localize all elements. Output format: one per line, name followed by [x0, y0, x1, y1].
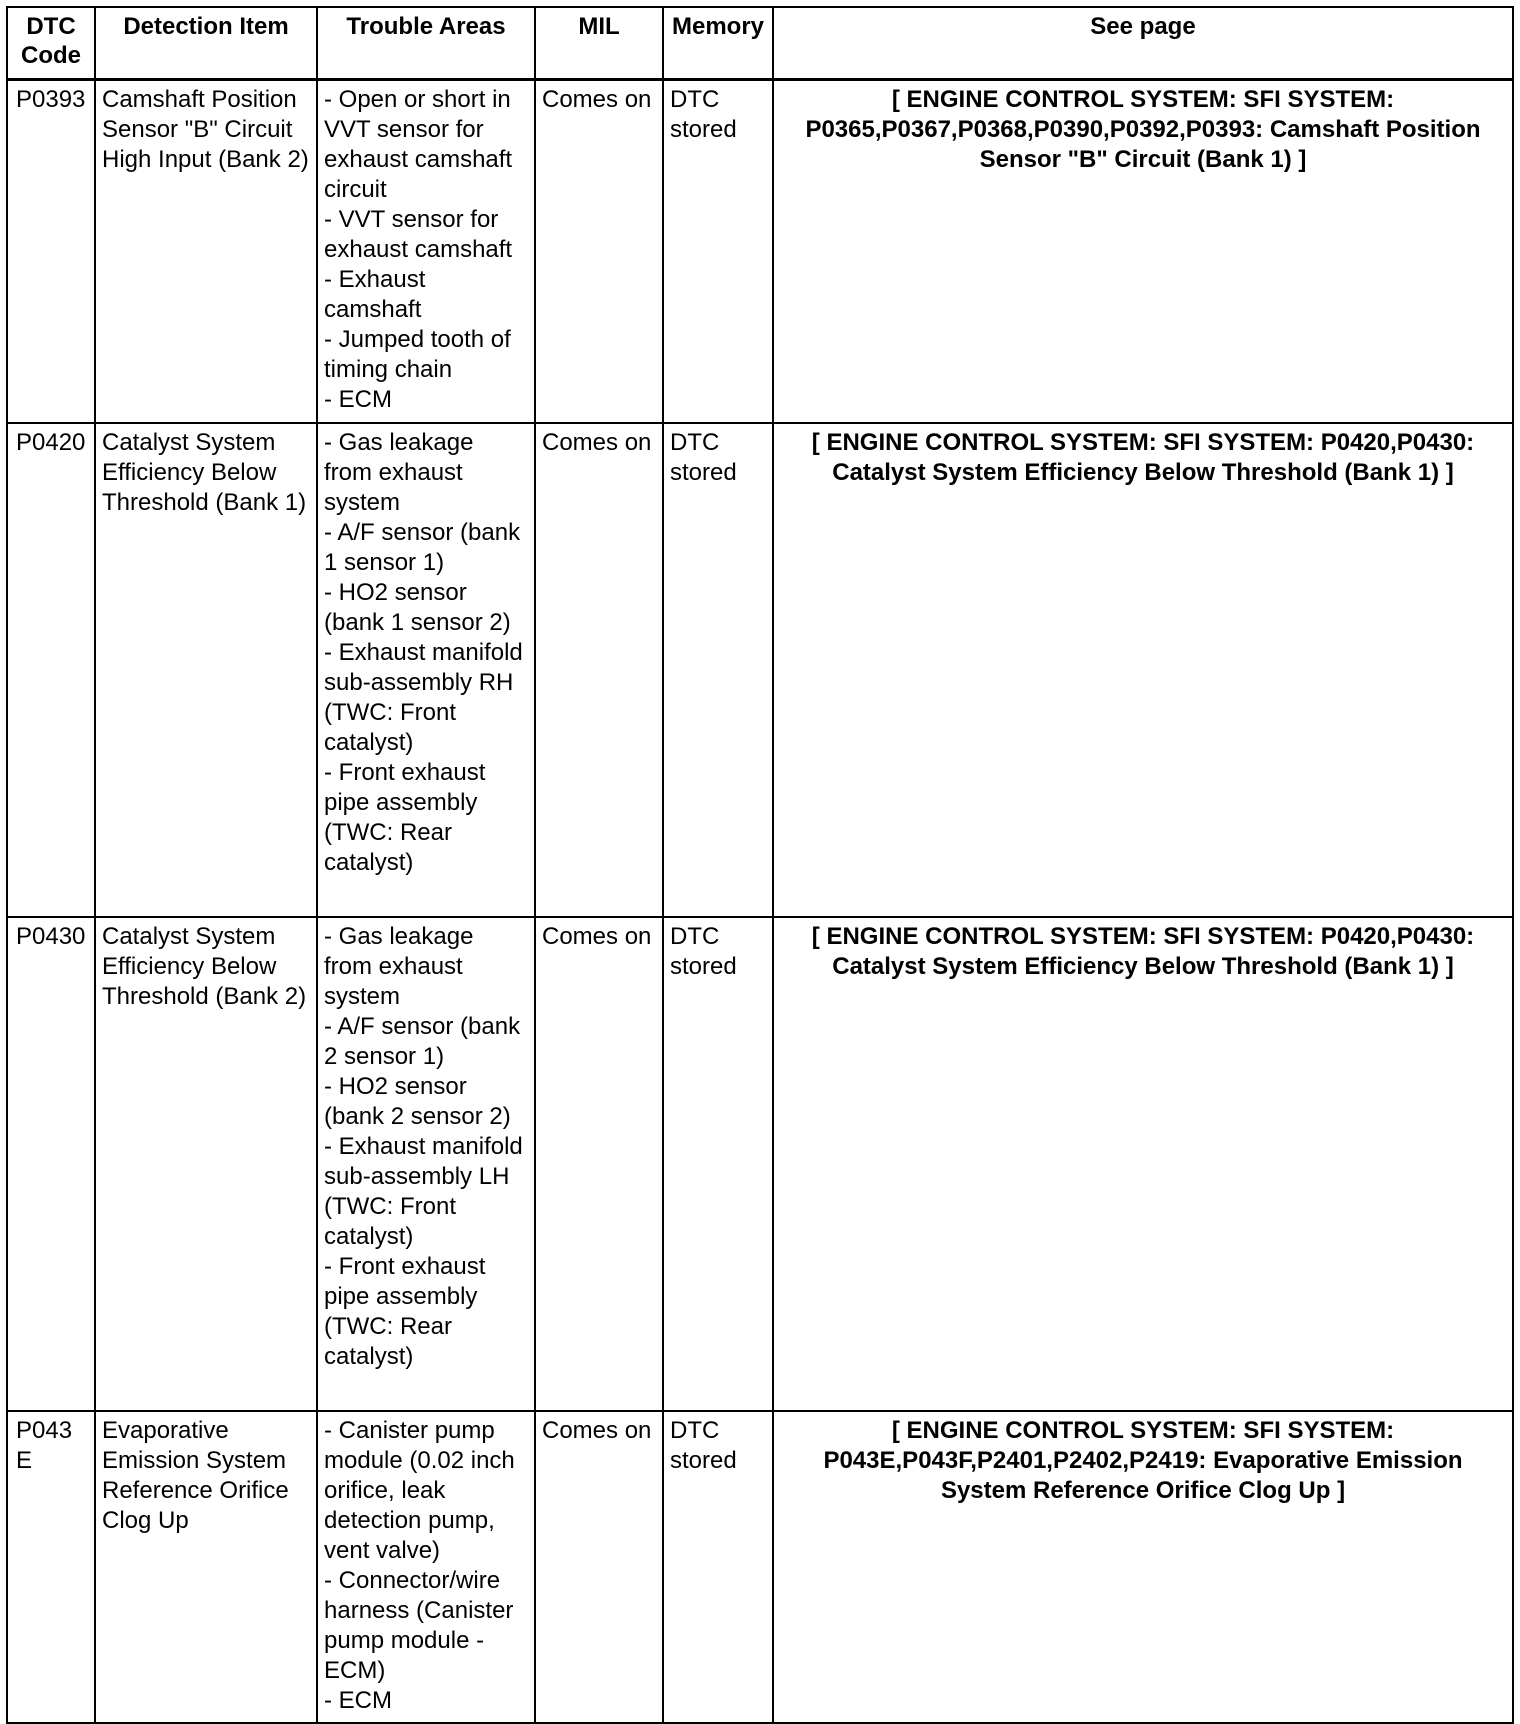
- header-see-page: See page: [773, 7, 1513, 79]
- trouble-area-item: - VVT sensor for exhaust camshaft: [324, 205, 513, 263]
- header-memory: Memory: [663, 7, 773, 79]
- mil-cell: Comes on: [535, 1411, 663, 1723]
- trouble-area-item: - A/F sensor (bank 2 sensor 1): [324, 1013, 521, 1070]
- table-header: [7, 7, 1513, 79]
- detection-item-cell: Catalyst System Efficiency Below Threshold (Bank 2): [95, 917, 317, 1411]
- trouble-areas-cell: [317, 423, 535, 917]
- table-row: [7, 79, 1513, 423]
- dtc-table: [6, 6, 1514, 1724]
- detection-item-cell: Catalyst System Efficiency Below Threshold (Bank 1): [95, 423, 317, 917]
- dtc-code-cell: P0420: [7, 423, 95, 917]
- trouble-area-item: - HO2 sensor (bank 1 sensor 2): [324, 579, 511, 636]
- trouble-area-item: - HO2 sensor (bank 2 sensor 2): [324, 1073, 511, 1130]
- memory-cell: DTC stored: [663, 917, 773, 1411]
- table-body: [7, 79, 1513, 1723]
- memory-cell: DTC stored: [663, 423, 773, 917]
- trouble-area-item: - Exhaust camshaft: [324, 265, 426, 323]
- trouble-area-item: - Gas leakage from exhaust system: [324, 923, 474, 1010]
- see-page-link[interactable]: [ ENGINE CONTROL SYSTEM: SFI SYSTEM: P0365,P0367,P0368,P0390,P0392,P0393: Camshaft Position Sensor "B" Circuit (Bank 1) ]: [773, 79, 1513, 423]
- dtc-code-cell: P0393: [7, 79, 95, 423]
- trouble-areas-cell: [317, 79, 535, 423]
- trouble-area-item: - Front exhaust pipe assembly (TWC: Rear catalyst): [324, 1253, 486, 1370]
- header-mil: MIL: [535, 7, 663, 79]
- trouble-area-item: - Canister pump module (0.02 inch orifice, leak detection pump, vent valve): [324, 1417, 515, 1564]
- header-detection-item: Detection Item: [95, 7, 317, 79]
- mil-cell: Comes on: [535, 423, 663, 917]
- see-page-link[interactable]: [ ENGINE CONTROL SYSTEM: SFI SYSTEM: P0420,P0430: Catalyst System Efficiency Below Threshold (Bank 1) ]: [773, 423, 1513, 917]
- trouble-area-item: - Exhaust manifold sub-assembly LH (TWC: Front catalyst): [324, 1133, 523, 1250]
- detection-item-cell: Camshaft Position Sensor "B" Circuit High Input (Bank 2): [95, 79, 317, 423]
- dtc-code-cell: P0430: [7, 917, 95, 1411]
- header-dtc-code: DTC Code: [7, 7, 95, 79]
- table-row: [7, 917, 1513, 1411]
- trouble-areas-cell: [317, 917, 535, 1411]
- memory-cell: DTC stored: [663, 79, 773, 423]
- table-row: [7, 1411, 1513, 1723]
- trouble-area-item: - ECM: [324, 385, 392, 413]
- trouble-area-item: - ECM: [324, 1687, 392, 1714]
- trouble-areas-cell: [317, 1411, 535, 1723]
- trouble-area-item: - Jumped tooth of timing chain: [324, 325, 511, 383]
- dtc-code-cell: P043E: [7, 1411, 95, 1723]
- header-trouble-areas: Trouble Areas: [317, 7, 535, 79]
- trouble-area-item: - Gas leakage from exhaust system: [324, 429, 474, 516]
- memory-cell: DTC stored: [663, 1411, 773, 1723]
- table-row: [7, 423, 1513, 917]
- mil-cell: Comes on: [535, 917, 663, 1411]
- see-page-link[interactable]: [ ENGINE CONTROL SYSTEM: SFI SYSTEM: P043E,P043F,P2401,P2402,P2419: Evaporative Emission System Reference Orifice Clog Up ]: [773, 1411, 1513, 1723]
- detection-item-cell: Evaporative Emission System Reference Orifice Clog Up: [95, 1411, 317, 1723]
- see-page-link[interactable]: [ ENGINE CONTROL SYSTEM: SFI SYSTEM: P0420,P0430: Catalyst System Efficiency Below Threshold (Bank 1) ]: [773, 917, 1513, 1411]
- trouble-area-item: - Exhaust manifold sub-assembly RH (TWC: Front catalyst): [324, 639, 523, 756]
- header-row: [7, 7, 1513, 79]
- trouble-area-item: - Connector/wire harness (Canister pump module - ECM): [324, 1567, 514, 1684]
- mil-cell: Comes on: [535, 79, 663, 423]
- trouble-area-item: - Front exhaust pipe assembly (TWC: Rear catalyst): [324, 759, 486, 876]
- trouble-area-item: - Open or short in VVT sensor for exhaust camshaft circuit: [324, 85, 513, 203]
- trouble-area-item: - A/F sensor (bank 1 sensor 1): [324, 519, 521, 576]
